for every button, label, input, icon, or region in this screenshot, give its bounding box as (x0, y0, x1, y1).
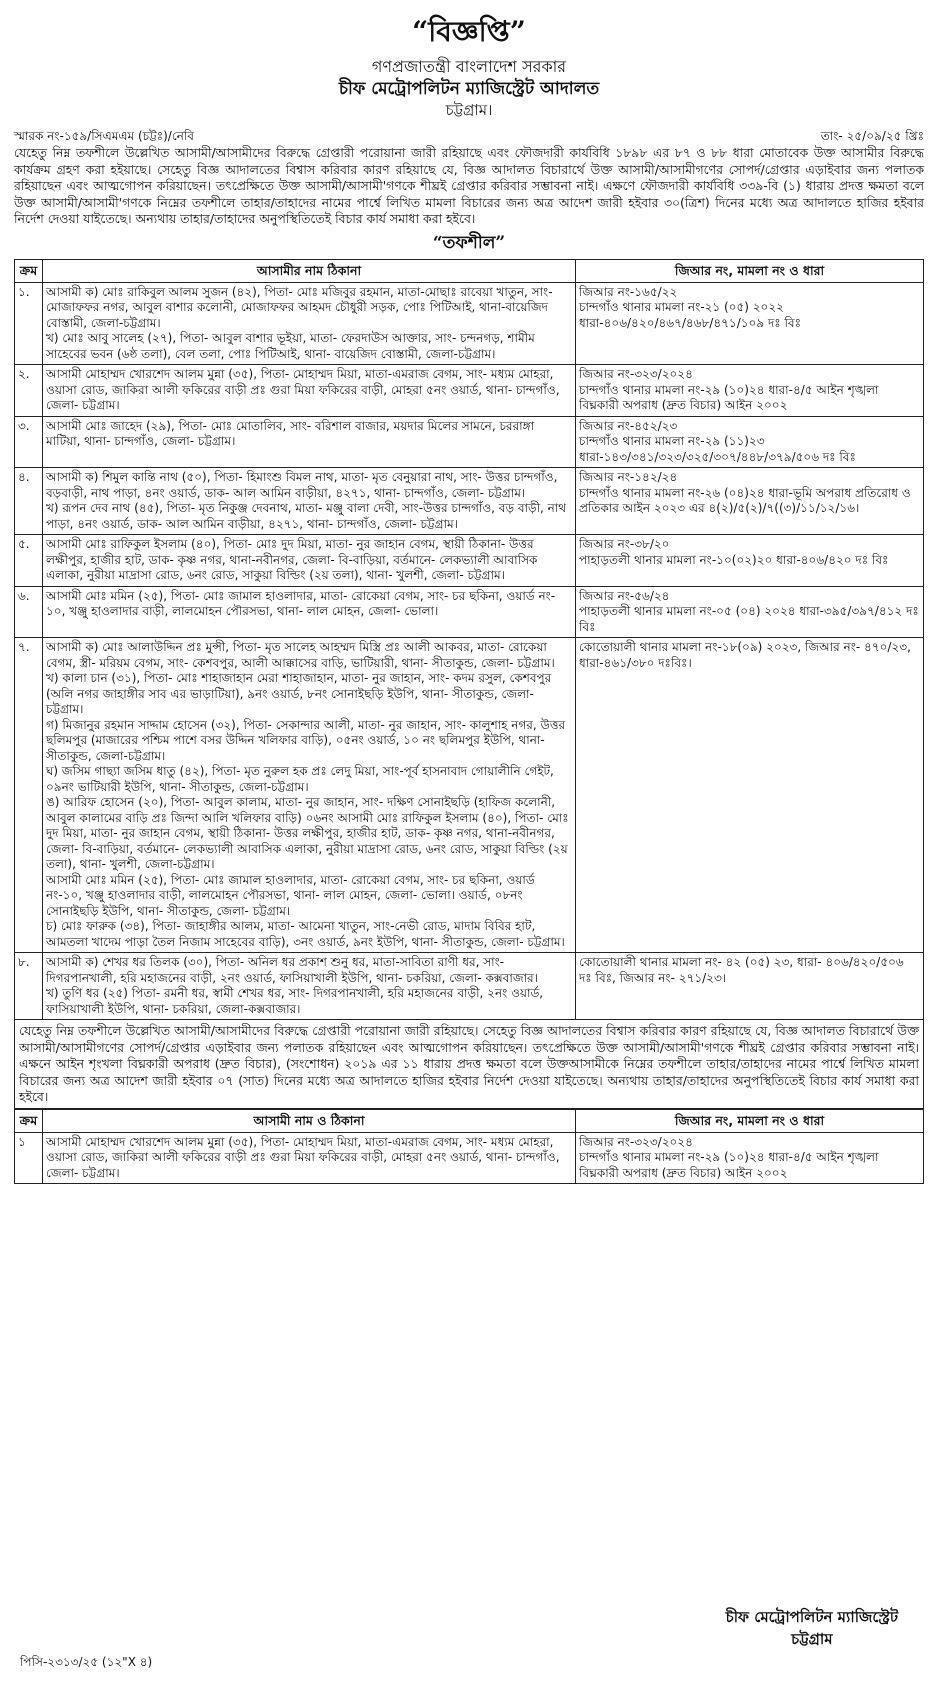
table-row (15, 282, 924, 365)
col-header-accused: আসামী নাম ও ঠিকানা (43, 1109, 576, 1132)
schedule-table-body (15, 282, 924, 1020)
row-accused-cell (43, 953, 576, 1020)
accused-entry: আসামী ক) শিমুল কান্তি নাথ (৫০), পিতা- হিমাংশু বিমল নাথ, মাতা- মৃত বেনুয়ারা নাথ, সাং- উত্তর চান্দগাঁও, বড়বাড়ী, নাথ পাড়া, ৪নং ওয়ার্ড, ডাক- আল আমিন বাড়ীয়া, ৪২৭১, থানা- চান্দগাঁও, জেলা- চট্টগ্রাম। (46, 470, 558, 500)
signature-city: চট্টগ্রাম (791, 1630, 833, 1648)
schedule-heading: “তফশীল” (432, 232, 506, 253)
row-case-cell (576, 468, 924, 535)
row-accused-cell (43, 365, 576, 417)
accused-entry: আসামী মোহাম্মদ খোরশেদ আলম মুন্না (৩৫), পিতা- মোহাম্মদ মিয়া, মাতা-এমরাজ বেগম, সাং- মধ্যম মোহরা, ওয়াসা রোড, জাকিরা আলী ফকিরের বাড়ী প্রঃ গুরা মিয়া ফকিরের বাড়ী, মোহরা ৫নং ওয়ার্ড, থানা- চান্দগাঁও, জেলা- চট্টগ্রাম। (46, 1134, 560, 1180)
accused-entry: ঘ) জসিম গাছ্যা জসিম ধাতু (৪২), পিতা- মৃত নুরুল হক প্রঃ লেদু মিয়া, সাং-পূর্ব হাসনাবাদ গোয়ালীনি গেইট, ০৯নং ভাটিয়ারী ইউপি, থানা- সীতাকুন্ড, জেলা-চট্টগ্রাম। (46, 764, 554, 794)
col-header-case: জিআর নং, মামলা নং ও ধারা (576, 1109, 924, 1132)
row-case-cell (576, 416, 924, 468)
memo-number: স্মারক নং-১৫৯/সিএমএম (চট্টঃ)/নেবি (14, 129, 194, 143)
table-header-row (15, 259, 924, 282)
accused-entry: আসামী ক) মোঃ রাকিবুল আলম সুজন (৪২), পিতা- মোঃ মজিবুর রহমান, মাতা-মোছাঃ রাবেয়া খাতুন, সাং- মোজাফফর নগর, আবুল বাশার কলোনী, মোজাফফর আহমদ চৌধুরী সড়ক, পোঃ পিটিআই, থানা-বায়েজিদ বোস্তামী, জেলা-চট্টগ্রাম। (46, 284, 553, 330)
col-header-case: জিআর নং, মামলা নং ও ধারা (576, 259, 924, 282)
row-serial: ৩. (15, 416, 43, 468)
footer (14, 1600, 924, 1680)
second-schedule-table-body (15, 1132, 924, 1184)
table-row (15, 416, 924, 468)
accused-entry: আসামী ক) শেখর ধর তিলক (৩০), পিতা- অনিল ধর প্রকাশ শুনু ধর, মাতা-সাবিতা রাণী ধর, সাং- দিগরপানখালী, হরি মহাজনের বাড়ী, ২নং ওয়ার্ড, ফাসিয়াখালী ইউপি, থানা- চকরিয়া, জেলা- কক্সবাজার। (46, 955, 538, 985)
row-accused-cell (43, 638, 576, 953)
case-details: জিআর নং-৪৫২/২৩ চান্দগাঁও থানার মামলা নং-২৯ (১১)২৩ ধারা-১৪৩/৩৪১/৩২৩/৩২৫/৩০৭/৪৪৮/৩৭৯/৫০৬ দঃ বিঃ (579, 418, 856, 464)
row-case-cell (576, 535, 924, 587)
case-details: কোতোয়ালী থানার মামলা নং-১৮(০৯) ২০২৩, জিআর নং- ৪৭০/২৩, ধারা-৪৬১/৩৮০ দঃবিঃ। (579, 640, 911, 670)
row-accused-cell (43, 416, 576, 468)
accused-entry: খ) কালা চান (৩১), পিতা- মোঃ শাহাজাহান মেরা শাহাজাহান, মাতা- নুর জাহান, সাং- কদম রসুল, কেশবপুর (অলি নগর জাহাঙ্গীর সাব এর ভাড়াটিয়া), ৯নং ওয়ার্ড, ৮নং সোনাইছড়ি ইউপি, থানা- সীতাকুন্ড, জেলা- চট্টগ্রাম। (46, 671, 552, 716)
case-details: জিআর নং-৫৬/২৪ পাহাড়তলী থানার মামলা নং-০৫ (০৪) ২০২৪ ধারা-৩৯৫/৩৯৭/৪১২ দঃ বিঃ (579, 588, 919, 634)
government-name: গণপ্রজাতন্ত্রী বাংলাদেশ সরকার (371, 57, 567, 76)
row-accused-cell (43, 1132, 576, 1184)
table-row (15, 953, 924, 1020)
row-serial: ৬. (15, 586, 43, 638)
accused-entry: গ) মিজানুর রহমান সাদ্দাম হোসেন (৩২), পিতা- সেকান্দার আলী, মাতা- নুর জাহান, সাং- কালুশাহ নগর, উত্তর ছলিমপুর (মাজারের পশ্চিম পাশে বসর উদ্দিন খলিফার বাড়ি), ০৫নং ওয়ার্ড, ১০ নং ছলিমপুর ইউপি, থানা- সীতাকুন্ড, জেলা-চট্টগ্রাম। (46, 717, 566, 763)
row-serial: ২. (15, 365, 43, 417)
court-name: চীফ মেট্রোপলিটন ম্যাজিস্ট্রেট আদালত (338, 79, 600, 99)
row-accused-cell (43, 535, 576, 587)
row-case-cell (576, 953, 924, 1020)
intro-paragraph: যেহেতু নিম্ন তফশীলে উল্লেখিত আসামী/আসামীদের বিরুদ্ধে গ্রেপ্তারী পরোয়ানা জারী রহিয়াছে এবং ফৌজদারী কার্যবিধি ১৮৯৮ এর ৮৭ ও ৮৮ ধারা মোতাবেক উক্ত আসামীর বিরুদ্ধে কার্যক্রম গ্রহণ করা হইয়াছে। সেহেতু বিজ্ঞ আদালতের বিশ্বাস করিবার কারণ রহিয়াছে যে, বিজ্ঞ আদালত বিচারার্থে উক্ত আসামী/আসামীগণের সোপর্দ/গ্রেপ্তার এড়াইবার জন্য পলাতক রহিয়াছেন এবং আত্মগোপন করিয়াছেন। তৎপ্রেক্ষিতে উক্ত আসামী/আসামী'গণকে শীঘ্রই গ্রেপ্তার করিবার সম্ভাবনা নাই। এক্ষণে ফৌজদারী কার্যবিধি ৩৩৯-বি (১) ধারায় প্রদত্ত ক্ষমতা বলে উক্ত আসামী/আসামী'গণকে নিম্নের তফশীলে তাহার/তাহাদের নামের পার্শ্বে লিখিত মামলা বিচারের জন্য অত্র আদেশ জারী হইবার ৩০(ত্রিশ) দিনের মধ্যে অত্র আদালতে হাজির হইবার নির্দেশ দেওয়া যাইতেছে। অন্যথায় তাহার/তাহাদের অনুপস্থিতিতেই বিচার কার্য সমাধা করা হইবে। (14, 145, 924, 226)
accused-entry: খ) রূপন দেব নাথ (৪৫), পিতা- মৃত নিকুঞ্জ দেবনাথ, মাতা- মঞ্জু বালা দেবী, সাং-উত্তর চান্দগাঁও, বড় বাড়ী, নাথ পাড়া, ৪নং ওয়ার্ড, ডাক- আল আমিন বাড়ীয়া, ৪২৭১, থানা- চান্দগাঁও, জেলা- চট্টগ্রাম। (46, 501, 567, 531)
case-details: জিআর নং-৩২৩/২০২৪ চান্দগাঁও থানার মামলা নং-২৯ (১০)২৪ ধারা-৪/৫ আইন শৃঙ্খলা বিঘ্নকারী অপরাধ (দ্রুত বিচার) আইন ২০০২ (579, 367, 879, 412)
print-code: পিসি-২৩১৩/২৫ (১২"X ৪) (20, 1655, 153, 1669)
row-accused-cell (43, 468, 576, 535)
accused-entry: আসামী মোঃ রাফিকুল ইসলাম (৪০), পিতা- মোঃ দুদ মিয়া, মাতা- নুর জাহান বেগম, স্থায়ী ঠিকানা- উত্তর লক্ষীপুর, হাজীর হাট, ডাক- কৃষ্ণ নগর, থানা-নবীনগর, জেলা- বি-বাড়িয়া, বর্তমানে- লেকভ্যালী আবাসিক এলাকা, নুরীয়া মাদ্রাসা রোড, ৬নং রোড, সাকুয়া বিল্ডিং (২য় তলা), থানা- খুলশী, জেলা- চট্টগ্রাম। (46, 537, 538, 582)
col-header-accused: আসামীর নাম ঠিকানা (43, 259, 576, 282)
row-case-cell (576, 586, 924, 638)
accused-entry: আসামী মোহাম্মদ খোরশেদ আলম মুন্না (৩৫), পিতা- মোহাম্মদ মিয়া, মাতা-এমরাজ বেগম, সাং- মধ্যম মোহরা, ওয়াসা রোড, জাকিরা আলী ফকিরের বাড়ী প্রঃ গুরা মিয়া ফকিরের বাড়ী, মোহরা ৫নং ওয়ার্ড, থানা- চান্দগাঁও, জেলা- চট্টগ্রাম। (46, 367, 560, 412)
case-details: জিআর নং-১৬৫/২২ চান্দগাঁও থানার মামলা নং-২১ (০৫) ২০২২ ধারা-৪০৬/৪২০/৪৬৭/৪৬৮/৪৭১/১০৯ দঃ বিঃ (579, 284, 801, 330)
row-serial: ৭. (15, 638, 43, 953)
case-details: কোতোয়ালী থানার মামলা নং- ৪২ (০৫) ২৩, ধারা- ৪০৬/৪২০/৫০৬ দঃ বিঃ, জিআর নং- ২৭১/২৩। (579, 955, 904, 985)
row-accused-cell (43, 282, 576, 365)
accused-entry: আসামী মোঃ মমিন (২৫), পিতা- মোঃ জামাল হাওলাদার, মাতা- রোকেয়া বেগম, সাং- চর ছকিনা, ওয়ার্ড নং-১০, খঞ্জু হাওলাদার বাড়ী, লালমোহন পৌরসভা, থানা- লাল মোহন, জেলা- ভোলা। ওয়ার্ড, ০৮নং সোনাইছড়ি ইউপি, থানা- সীতাকুন্ড, জেলা- চট্টগ্রাম। (46, 872, 535, 918)
accused-entry: আসামী মোঃ জাহেদ (২৯), পিতা- মোঃ মোতালিব, সাং- বরিশাল বাজার, ময়দার মিলের সামনে, চররাঙ্গা মাটিয়া, থানা- চান্দগাঁও, জেলা- চট্টগ্রাম। (46, 418, 535, 448)
row-case-cell (576, 638, 924, 953)
col-header-serial: ক্রম (15, 1109, 43, 1132)
second-schedule-table (14, 1109, 924, 1185)
row-serial: ১. (15, 282, 43, 365)
accused-entry: খ) তুণি ধর (২৫) পিতা- রমনী ধর, স্বামী শেখর ধর, সাং- দিগরপানখালী, হরি মহাজনের বাড়ী, ২নং ওয়ার্ড, ফাসিয়াখালী ইউপি, থানা- চকরিয়া, জেলা-কক্সবাজার। (46, 986, 544, 1016)
row-accused-cell (43, 586, 576, 638)
row-case-cell (576, 365, 924, 417)
row-case-cell (576, 282, 924, 365)
schedule-table (14, 259, 924, 1021)
row-serial: ১ (15, 1132, 43, 1184)
col-header-serial: ক্রম (15, 259, 43, 282)
row-serial: ৫. (15, 535, 43, 587)
signature-title: চীফ মেট্রোপলিটন ম্যাজিস্ট্রেট (725, 1608, 898, 1626)
case-details: জিআর নং-১৪২/২৪ চান্দগাঁও থানার মামলা নং-২৬ (০৪)২৪ ধারা-ভূমি অপরাধ প্রতিরোধ ও প্রতিকার আইন ২০২৩ এর ৪(২)/৫(২)/৭((৩)/১১/১২/১৬। (579, 470, 911, 515)
accused-entry: খ) মোঃ আবু সালেহ (২৭), পিতা- আবুল বাশার ভূইয়া, মাতা- ফেরদাউস আক্তার, সাং- চন্দনগড়, শামীম সাহেবের ভবন (৬ষ্ঠ তলা), বেল তলা, পোঃ পিটিআই, থানা- বায়েজিদ বোস্তামী, জেলা-চট্টগ্রাম। (46, 331, 535, 361)
second-notice-box (14, 1020, 924, 1109)
table-row (15, 365, 924, 417)
row-case-cell (576, 1132, 924, 1184)
case-details: জিআর নং-৩২৩/২০২৪ চান্দগাঁও থানার মামলা নং-২৯ (১০)২৪ ধারা-৪/৫ আইন শৃঙ্খলা বিঘ্নকারী অপরাধ (দ্রুত বিচার) আইন ২০০২ (579, 1134, 879, 1180)
accused-entry: ঙ) আরিফ হোসেন (২০), পিতা- আবুল কালাম, মাতা- নুর জাহান, সাং- দক্ষিণ সোনাইছড়ি (হাফিজ কলোনী, আবুল কালামের বাড়ি প্রঃ জিন্দা আলি খলিফার বাড়ি) ০৬নং আসামী মোঃ রাফিকুল ইসলাম (৪০), পিতা- মোঃ দুদ মিয়া, মাতা- নুর জাহান বেগম, স্থায়ী ঠিকানা- উত্তর লক্ষীপুর, হাজীর হাট, ডাক- কৃষ্ণ নগর, থানা-নবীনগর, জেলা- বি-বাড়িয়া, বর্তমানে- লেকভ্যালী আবাসিক এলাকা, নুরীয়া মাদ্রাসা রোড, ৬নং রোড, সাকুয়া বিল্ডিং (২য় তলা), থানা- খুলশী, জেলা-চট্টগ্রাম। (46, 795, 569, 871)
notice-title: “বিজ্ঞপ্তি” (412, 15, 526, 48)
reference-line (14, 128, 924, 144)
row-serial: ৪. (15, 468, 43, 535)
table-row (15, 1132, 924, 1184)
signature-block (726, 1606, 898, 1650)
table-row (15, 638, 924, 953)
court-city: চট্টগ্রাম। (445, 101, 493, 119)
case-details: জিআর নং-৩৮/২০ পাহাড়তলী থানার মামলা নং-১০(০২)২০ ধারা-৪০৬/৪২০ দঃ বিঃ (579, 537, 889, 567)
accused-entry: আসামী ক) মোঃ আলাউদ্দিন প্রঃ মুন্সী, পিতা- মৃত সালেহ আহম্মদ মিস্ত্রি প্রঃ আলী আকবর, মাতা- রোকেয়া বেগম, স্ত্রী- মরিয়ম বেগম, সাং- কেশবপুর, আলী আক্কাসের বাড়ি, ভাটিয়ারী, থানা- সীতাকুন্ড, জেলা- চট্টগ্রাম। (46, 640, 555, 670)
table-row (15, 535, 924, 587)
table-row (15, 586, 924, 638)
second-notice-paragraph: যেহেতু নিম্ন তফশীলে উল্লেখিত আসামী/আসামীদের বিরুদ্ধে গ্রেপ্তারী পরোয়ানা জারী রহিয়াছে। সেহেতু বিজ্ঞ আদালতের বিশ্বাস করিবার কারণ রহিয়াছে যে, বিজ্ঞ আদালত বিচারার্থে উক্ত আসামী/আসামীগণের সোপর্দ/গ্রেপ্তার এড়াইবার জন্য পলাতক রহিয়াছেন এবং আত্মগোপন করিয়াছেন। তৎপ্রেক্ষিতে উক্ত আসামী/আসামী'গণকে শীঘ্রই গ্রেপ্তার করিবার সম্ভাবনা নাই। এক্ষনে আইন শৃংখলা বিঘ্নকারী অপরাধ (দ্রুত বিচার), (সংশোধন) ২০১৯ এর ১১ ধারায় প্রদত্ত ক্ষমতা বলে উক্তআসামীকে নিম্নের তফশীলে তাহার/তাহাদের নামের পার্শ্বে লিখিত মামলা বিচারের জন্য অত্র আদেশ জারী হইবার ০৭ (সাত) দিনের মধ্যে অত্র আদালতে হাজির হইবার নির্দেশ দেওয়া যাইতেছে। অন্যথায় তাহার/তাহাদের অনুপস্থিতিতেই বিচার কার্য সমাধা করা হইবে। (19, 1023, 919, 1104)
notice-date: তাং- ২৫/০৯/২৫ খ্রিঃ (820, 129, 924, 143)
accused-entry: চ) মোঃ ফারুক (৩৪), পিতা- জাহাঙ্গীর আলম, মাতা- আমেনা খাতুন, সাং-নেভী রোড, মাদাম বিবির হাট, আমতলা খাদেম পাড়া তৈল নিজাম সাহেবের বাড়ি), ৩নং ওয়ার্ড, ৯নং ইউপি, থানা- সীতাকুন্ড, জেলা- চট্টগ্রাম। (46, 919, 565, 949)
table-header-row (15, 1109, 924, 1132)
table-row (15, 468, 924, 535)
accused-entry: আসামী মোঃ মমিন (২৫), পিতা- মোঃ জামাল হাওলাদার, মাতা- রোকেয়া বেগম, সাং- চর ছকিনা, ওয়ার্ড নং- ১০, খঞ্জু হাওলাদার বাড়ী, লালমোহন পৌরসভা, থানা- লাল মোহন, জেলা- ভোলা। (46, 588, 556, 618)
row-serial: ৮. (15, 953, 43, 1020)
